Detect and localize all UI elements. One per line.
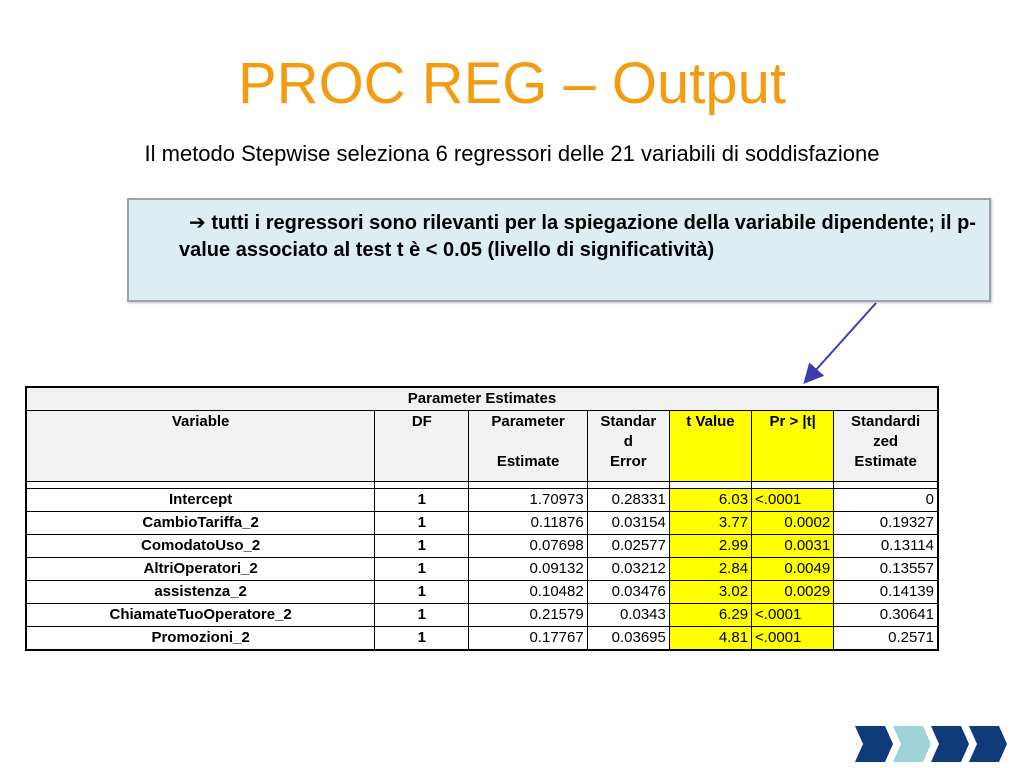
header-variable: Variable	[26, 411, 375, 482]
cell-df: 1	[375, 489, 469, 512]
cell-df: 1	[375, 535, 469, 558]
cell-variable: CambioTariffa_2	[26, 512, 375, 535]
cell-df: 1	[375, 512, 469, 535]
cell-p-value: 0.0049	[752, 558, 834, 581]
table-row	[26, 489, 938, 512]
right-arrow-icon: ➔	[189, 212, 206, 234]
table-body	[26, 489, 938, 651]
table-row	[26, 558, 938, 581]
cell-p-value: 0.0002	[752, 512, 834, 535]
callout-box	[127, 198, 991, 302]
cell-t-value: 6.29	[669, 604, 751, 627]
chevron-right-icon[interactable]	[893, 726, 931, 762]
header-standard-error: Standar d Error	[587, 411, 669, 482]
header-df: DF	[375, 411, 469, 482]
slide-title: PROC REG – Output	[238, 51, 786, 116]
chevron-right-icon[interactable]	[855, 726, 893, 762]
cell-standard-error: 0.0343	[587, 604, 669, 627]
header-standardized-estimate: Standardi zed Estimate	[834, 411, 938, 482]
cell-standard-error: 0.03476	[587, 581, 669, 604]
cell-standard-error: 0.03154	[587, 512, 669, 535]
cell-t-value: 2.99	[669, 535, 751, 558]
cell-p-value: <.0001	[752, 627, 834, 651]
cell-t-value: 3.02	[669, 581, 751, 604]
cell-parameter-estimate: 0.09132	[469, 558, 587, 581]
cell-parameter-estimate: 0.17767	[469, 627, 587, 651]
cell-parameter-estimate: 0.11876	[469, 512, 587, 535]
cell-variable: assistenza_2	[26, 581, 375, 604]
cell-parameter-estimate: 1.70973	[469, 489, 587, 512]
cell-standard-error: 0.02577	[587, 535, 669, 558]
header-parameter-estimate: Parameter Estimate	[469, 411, 587, 482]
table-row	[26, 604, 938, 627]
chevron-right-icon[interactable]	[969, 726, 1007, 762]
table-row	[26, 581, 938, 604]
chevron-right-icon[interactable]	[931, 726, 969, 762]
cell-p-value: <.0001	[752, 489, 834, 512]
cell-p-value: <.0001	[752, 604, 834, 627]
cell-standard-error: 0.03695	[587, 627, 669, 651]
cell-variable: ChiamateTuoOperatore_2	[26, 604, 375, 627]
cell-parameter-estimate: 0.07698	[469, 535, 587, 558]
cell-parameter-estimate: 0.10482	[469, 581, 587, 604]
cell-standardized-estimate: 0.13114	[834, 535, 938, 558]
cell-parameter-estimate: 0.21579	[469, 604, 587, 627]
cell-variable: ComodatoUso_2	[26, 535, 375, 558]
table-row	[26, 512, 938, 535]
cell-t-value: 6.03	[669, 489, 751, 512]
header-t-value: t Value	[669, 411, 751, 482]
cell-variable: AltriOperatori_2	[26, 558, 375, 581]
cell-df: 1	[375, 604, 469, 627]
cell-standardized-estimate: 0.14139	[834, 581, 938, 604]
cell-standardized-estimate: 0.30641	[834, 604, 938, 627]
cell-t-value: 4.81	[669, 627, 751, 651]
callout-text	[179, 210, 979, 264]
cell-standardized-estimate: 0.13557	[834, 558, 938, 581]
slide-navigation	[855, 726, 1007, 762]
cell-standard-error: 0.28331	[587, 489, 669, 512]
table-row	[26, 535, 938, 558]
cell-variable: Promozioni_2	[26, 627, 375, 651]
header-p-value: Pr > |t|	[752, 411, 834, 482]
cell-standardized-estimate: 0	[834, 489, 938, 512]
arrow-line	[806, 303, 876, 381]
cell-p-value: 0.0031	[752, 535, 834, 558]
cell-standardized-estimate: 0.19327	[834, 512, 938, 535]
cell-variable: Intercept	[26, 489, 375, 512]
parameter-estimates-table	[25, 386, 939, 651]
cell-df: 1	[375, 558, 469, 581]
callout-message: tutti i regressori sono rilevanti per la spiegazione della variabile dipendente; il p-value associato al test t è < 0.05 (livello di significatività)	[179, 212, 976, 261]
cell-standard-error: 0.03212	[587, 558, 669, 581]
cell-df: 1	[375, 581, 469, 604]
table-row	[26, 627, 938, 651]
cell-t-value: 3.77	[669, 512, 751, 535]
cell-p-value: 0.0029	[752, 581, 834, 604]
cell-df: 1	[375, 627, 469, 651]
slide-subtitle: Il metodo Stepwise seleziona 6 regressori delle 21 variabili di soddisfazione	[144, 141, 880, 166]
table-caption: Parameter Estimates	[26, 387, 938, 411]
cell-t-value: 2.84	[669, 558, 751, 581]
cell-standardized-estimate: 0.2571	[834, 627, 938, 651]
